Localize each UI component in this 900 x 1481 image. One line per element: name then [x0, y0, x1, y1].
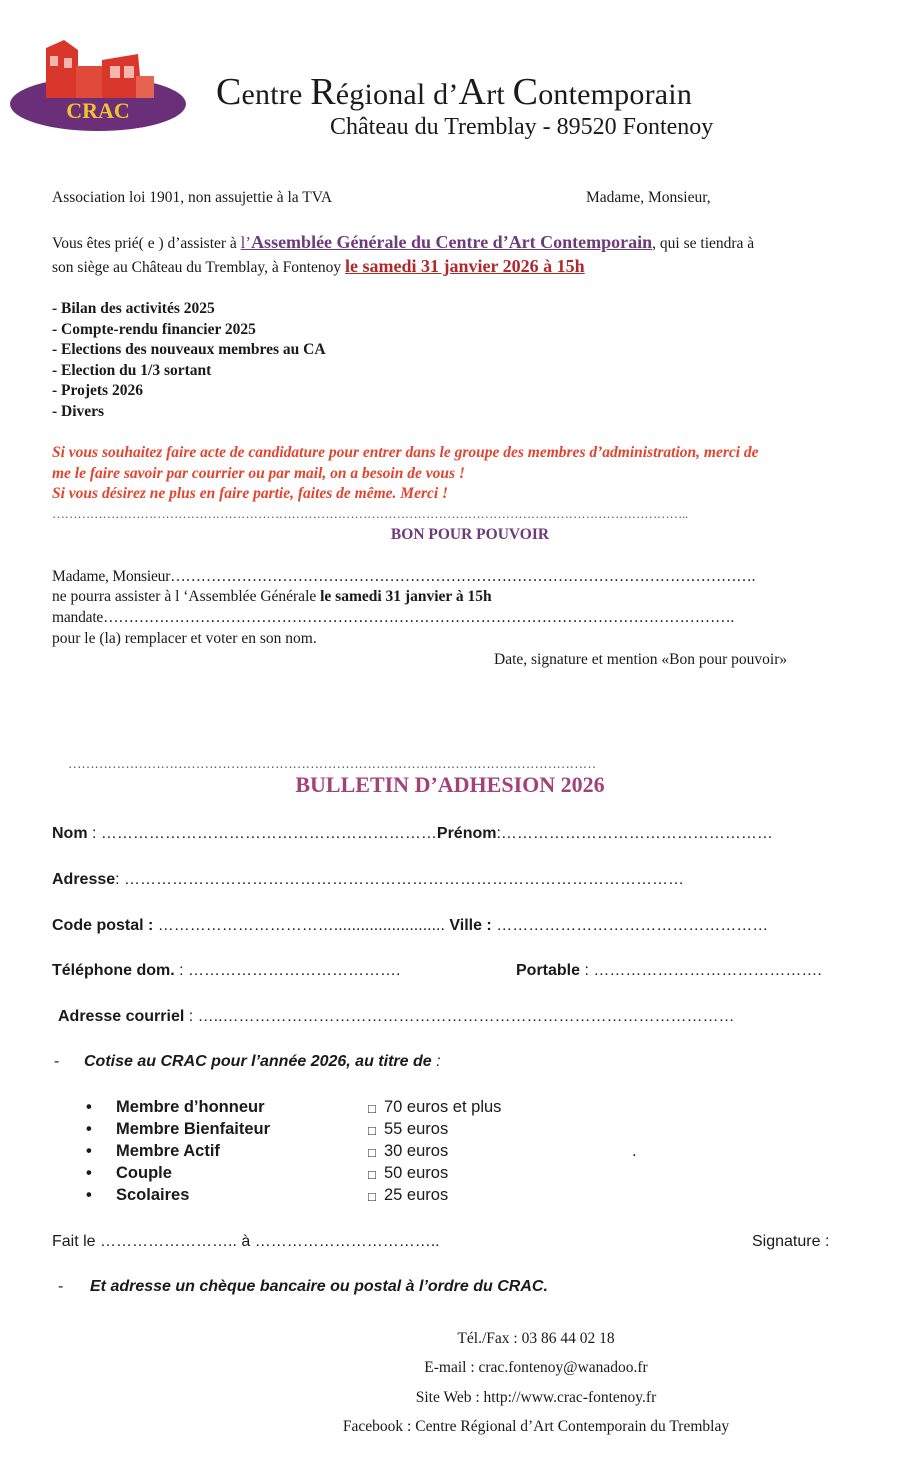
title-part-4: ontemporain — [538, 78, 693, 111]
membership-price: 30 euros — [384, 1142, 449, 1160]
nom-dots[interactable]: : ……………………………………………………… — [87, 825, 437, 842]
nom-label: Nom — [52, 825, 88, 842]
proxy-mandate-line: mandate……………………………………………………………………………………………………………. — [52, 609, 735, 626]
checkbox[interactable]: □ — [368, 1189, 376, 1204]
portable-label: Portable — [516, 962, 581, 979]
membership-name: Membre Bienfaiteur — [116, 1120, 271, 1138]
bulletin-separator: ………………………………………………………………………………………………………… — [68, 756, 597, 771]
agenda-item: - Projets 2026 — [52, 382, 143, 400]
proxy-title: BON POUR POUVOIR — [390, 526, 550, 543]
contact-website[interactable]: Site Web : http://www.crac-fontenoy.fr — [415, 1389, 657, 1406]
title-cap-c: C — [216, 71, 242, 113]
cp-label: Code postal : — [52, 917, 154, 934]
membership-name: Membre Actif — [116, 1142, 220, 1160]
cotise-dash: - — [54, 1053, 60, 1070]
bullet: • — [86, 1120, 92, 1138]
candidature-line: Si vous souhaitez faire acte de candidature pour entrer dans le groupe des membres d’administration, merci de — [52, 444, 759, 461]
email-label: Adresse courriel — [58, 1008, 185, 1025]
bullet: • — [86, 1186, 92, 1204]
membership-price: 25 euros — [384, 1186, 449, 1204]
agenda-item: - Compte-rendu financier 2025 — [52, 320, 256, 338]
salutation: Madame, Monsieur, — [586, 189, 711, 206]
title-part-1: entre — [241, 78, 311, 111]
ville-label: Ville : — [444, 917, 492, 934]
membership-name: Scolaires — [116, 1186, 190, 1204]
title-part-3: rt — [486, 78, 513, 111]
cotise-colon: : — [431, 1053, 441, 1070]
checkbox[interactable]: □ — [368, 1123, 376, 1138]
membership-price: 50 euros — [384, 1164, 449, 1182]
adresse-dots[interactable]: : …………………………………………………………………………………………… — [115, 871, 685, 888]
membership-option[interactable] — [86, 1164, 606, 1186]
org-title — [216, 70, 692, 114]
title-cap-a: A — [458, 71, 487, 113]
checkbox[interactable]: □ — [368, 1145, 376, 1160]
event-name: Assemblée Générale du Centre d’Art Contemporain — [251, 232, 653, 252]
crac-logo — [6, 36, 190, 136]
stray-dot: . — [632, 1142, 637, 1160]
nom-field[interactable] — [52, 825, 773, 843]
invite-l: l’ — [240, 233, 252, 252]
bullet: • — [86, 1098, 92, 1116]
membership-option[interactable] — [86, 1186, 606, 1208]
signature-label: Signature : — [752, 1233, 830, 1250]
proxy-vote-line: pour le (la) remplacer et voter en son nom. — [52, 630, 317, 647]
ville-dots[interactable]: …………………………………………… — [491, 917, 769, 934]
event-date: le samedi 31 janvier 2026 à 15h — [345, 256, 585, 276]
candidature-notice — [52, 443, 759, 505]
cheque-instruction: Et adresse un chèque bancaire ou postal à l’ordre du CRAC. — [90, 1278, 548, 1295]
membership-options — [86, 1098, 637, 1218]
checkbox[interactable]: □ — [368, 1101, 376, 1116]
prenom-dots[interactable]: :…………………………………………… — [496, 825, 773, 842]
candidature-line: me le faire savoir par courrier ou par mail, on a besoin de vous ! — [52, 464, 465, 482]
membership-option[interactable] — [86, 1120, 606, 1142]
bullet: • — [86, 1164, 92, 1182]
telephone-label: Téléphone dom. — [52, 962, 175, 979]
agenda-item: - Elections des nouveaux membres au CA — [52, 341, 326, 359]
invitation-line-2 — [52, 256, 585, 278]
telephone-field[interactable] — [52, 962, 400, 980]
adresse-field[interactable] — [52, 871, 684, 889]
agenda-item: - Bilan des activités 2025 — [52, 300, 215, 317]
membership-option[interactable] — [86, 1098, 606, 1120]
telephone-dots[interactable]: : …………………………………. — [174, 962, 401, 979]
cp-dots[interactable]: ……………………………......................... — [153, 917, 445, 934]
proxy-date: le samedi 31 janvier à 15h — [320, 588, 492, 605]
proxy-signature-note: Date, signature et mention «Bon pour pouvoir» — [494, 651, 788, 668]
membership-price: 70 euros et plus — [384, 1098, 502, 1116]
title-cap-r: R — [310, 71, 336, 113]
title-cap-c2: C — [512, 71, 539, 113]
association-status: Association loi 1901, non assujettie à la TVA — [52, 189, 333, 206]
invite-text-2: , qui se tiendra à — [652, 235, 755, 252]
proxy-separator: …………………………………………………………………………………………………………………………………….. — [52, 506, 688, 521]
checkbox[interactable]: □ — [368, 1167, 376, 1182]
contact-email[interactable]: E-mail : crac.fontenoy@wanadoo.fr — [424, 1359, 648, 1376]
contact-phone: Tél./Fax : 03 86 44 02 18 — [457, 1330, 615, 1347]
prenom-label: Prénom — [436, 825, 497, 842]
candidature-line: Si vous désirez ne plus en faire partie, faites de même. Merci ! — [52, 485, 449, 503]
org-address: Château du Tremblay - 89520 Fontenoy — [330, 114, 714, 140]
agenda-list — [52, 299, 326, 423]
bullet: • — [86, 1142, 92, 1160]
membership-price: 55 euros — [384, 1120, 449, 1138]
portable-field[interactable] — [516, 962, 822, 980]
title-part-2: égional d’ — [335, 78, 459, 111]
cotise-text-line — [84, 1053, 441, 1071]
email-dots[interactable]: : …..…………………………………………………………………………………… — [184, 1008, 735, 1025]
membership-name: Membre d’honneur — [116, 1098, 265, 1116]
adresse-label: Adresse — [52, 871, 116, 888]
membership-option[interactable] — [86, 1142, 637, 1164]
agenda-item: - Election du 1/3 sortant — [52, 361, 212, 379]
contact-facebook[interactable]: Facebook : Centre Régional d’Art Contemporain du Tremblay — [342, 1418, 730, 1435]
logo-text: CRAC — [66, 98, 130, 123]
portable-dots[interactable]: : ……………………………………. — [580, 962, 822, 979]
bulletin-title: BULLETIN D’ADHESION 2026 — [295, 772, 605, 797]
proxy-absence-text: ne pourra assister à l ‘Assemblée Générale — [52, 588, 321, 605]
cotise-text: Cotise au CRAC pour l’année 2026, au titre de — [84, 1053, 432, 1070]
invitation-line-1 — [52, 232, 754, 254]
membership-name: Couple — [116, 1164, 172, 1182]
agenda-item: - Divers — [52, 402, 105, 420]
email-field[interactable] — [58, 1008, 735, 1026]
proxy-name-line: Madame, Monsieur……………………………………………………………………………………………………. — [52, 568, 756, 585]
cp-ville-field[interactable] — [52, 917, 768, 935]
proxy-absence-line — [52, 587, 492, 607]
invite-text-3: son siège au Château du Tremblay, à Fontenoy — [52, 259, 346, 276]
cheque-dash: - — [58, 1278, 64, 1295]
fait-le-field[interactable]: Fait le …………………….. à …………………………….. — [52, 1233, 440, 1250]
cotise-line — [54, 1053, 59, 1071]
invite-text-1: Vous êtes prié( e ) d’assister à — [52, 235, 241, 252]
